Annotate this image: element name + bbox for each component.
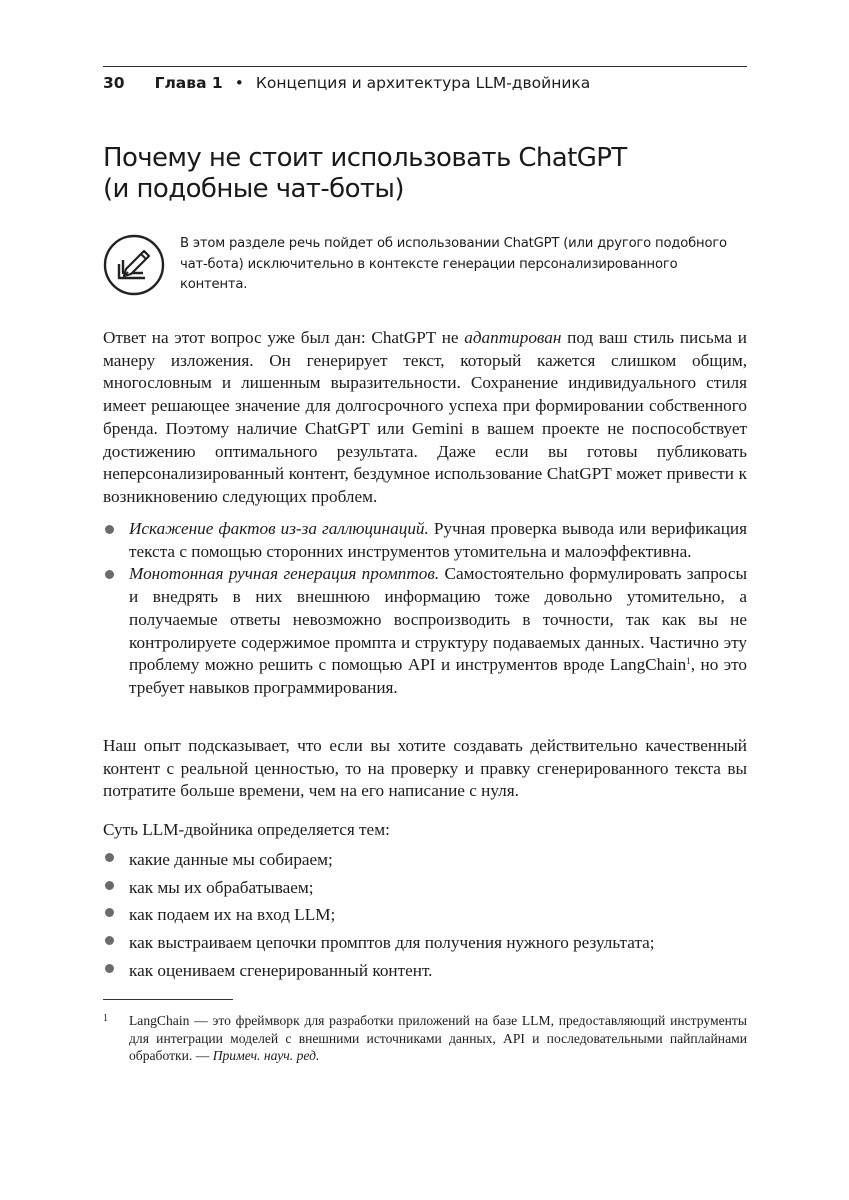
chapter-title: Концепция и архитектура LLM-двойника — [255, 74, 591, 92]
list-item: какие данные мы собираем; — [103, 846, 747, 874]
list-item: как оцениваем сгенерированный контент. — [103, 957, 747, 985]
footnote-text — [129, 1012, 747, 1065]
essence-block — [103, 819, 747, 984]
note-text: В этом разделе речь пойдет об использовании ChatGPT (или другого подобного чат-бота) исключительно в контексте генерации персонализированного контента. — [180, 236, 727, 292]
essence-intro: Суть LLM-двойника определяется тем: — [103, 820, 390, 839]
footnote-body: LangChain — это фреймворк для разработки приложений на базе LLM, предоставляющий инструменты для интеграции моделей с внешними источниками данных, API и последовательными пайплайнами обработки. — — [129, 1013, 747, 1064]
problem-text: Самостоятельно формулировать запросы и внедрять в них внешнюю информацию тоже довольно утомительно, а получаемые ответы невозможно воспроизводить в точности, так как вы не контролируете содержимое промпта и структуру подаваемых данных. Частично эту проблему можно решить с помощью API и инструментов вроде LangChain — [129, 564, 747, 675]
list-item: как подаем их на вход LLM; — [103, 901, 747, 929]
section-title-line1: Почему не стоит использовать ChatGPT — [103, 143, 627, 173]
problem-text-end: , но это требует навыков программирования. — [129, 655, 747, 697]
section-title — [103, 143, 747, 205]
pencil-note-icon — [103, 234, 165, 296]
list-item: как мы их обрабатываем; — [103, 874, 747, 902]
intro-text-start: Ответ на этот вопрос уже был дан: ChatGPT не — [103, 328, 465, 347]
list-item — [103, 563, 747, 699]
problems-list — [103, 518, 747, 700]
section-title-line2: (и подобные чат-боты) — [103, 174, 404, 204]
problems-list-block — [103, 518, 747, 700]
problem-text: Ручная проверка вывода или верификация текста с помощью сторонних инструментов утомительна и малоэффективна. — [129, 519, 748, 561]
footnote-divider — [103, 999, 233, 1000]
footnote-editor-note: Примеч. науч. ред. — [212, 1048, 320, 1064]
intro-paragraph — [103, 327, 747, 509]
intro-text-end: под ваш стиль письма и манеру изложения. Он генерирует текст, который кажется слишком общим, многословным и лишенным выразительности. Сохранение индивидуального стиля имеет решающее значение для долгосрочного успеха при формировании собственного бренда. Поэтому наличие ChatGPT или Gemini в вашем проекте не поспособствует достижению оптимального результата. Даже если вы готовы публиковать неперсонализированный контент, бездумное использование ChatGPT может привести к возникновению следующих проблем. — [103, 328, 747, 506]
problem-title: Искажение фактов из-за галлюцинаций. — [129, 519, 429, 538]
experience-paragraph: Наш опыт подсказывает, что если вы хотите создавать действительно качественный контент с реальной ценностью, то на проверку и правку сгенерированного текста вы потратите больше времени, чем на его написание с нуля. — [103, 736, 747, 801]
chapter-label: Глава 1 — [154, 74, 223, 92]
essence-list — [103, 846, 747, 984]
running-header — [103, 66, 747, 93]
footnote-number: 1 — [103, 1013, 108, 1024]
footnote-ref[interactable]: 1 — [686, 656, 691, 667]
experience-paragraph-block — [103, 735, 747, 803]
footnote — [103, 1012, 747, 1065]
page-number: 30 — [103, 74, 125, 92]
list-item — [103, 518, 747, 563]
main-text-block — [103, 327, 747, 509]
header-bullet: • — [234, 74, 244, 92]
intro-emphasis: адаптирован — [464, 328, 562, 347]
list-item: как выстраиваем цепочки промптов для получения нужного результата; — [103, 929, 747, 957]
problem-title: Монотонная ручная генерация промптов. — [129, 564, 440, 584]
